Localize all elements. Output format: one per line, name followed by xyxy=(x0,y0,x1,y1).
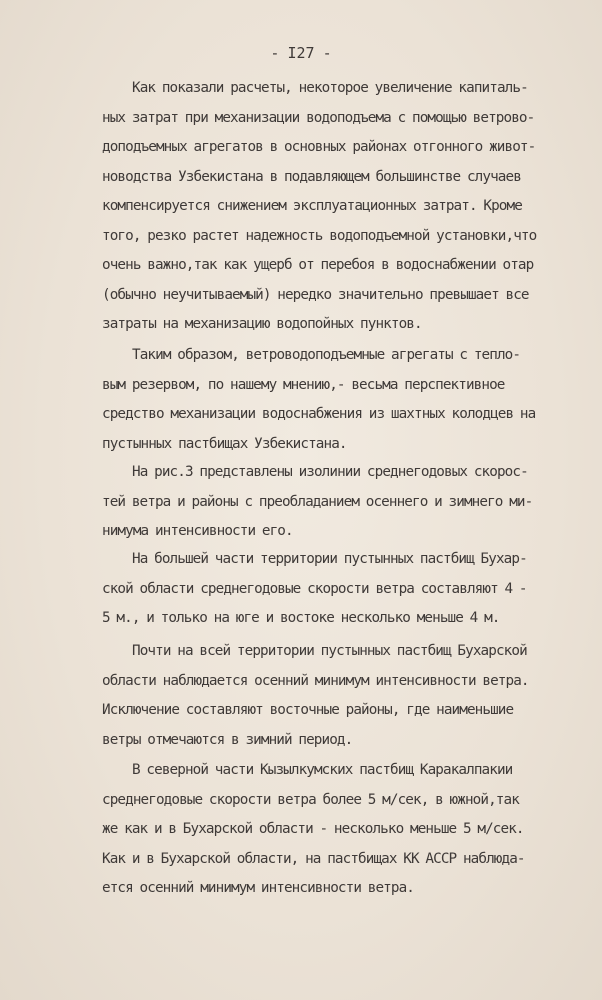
text-line: Исключение составляют восточные районы, где наименьшие xyxy=(102,702,514,718)
text-line: Почти на всей территории пустынных пастбищ Бухарской xyxy=(132,643,527,659)
text-line: На рис.3 представлены изолинии среднегодовых скорос- xyxy=(132,464,528,480)
text-line: нимума интенсивности его. xyxy=(102,523,293,539)
text-line: На большей части территории пустынных пастбищ Бухар- xyxy=(132,551,527,567)
text-line: ветры отмечаются в зимний период. xyxy=(102,731,353,748)
text-line: области наблюдается осенний минимум интенсивности ветра. xyxy=(102,672,529,689)
text-line: новодства Узбекистана в подавляющем большинстве случаев xyxy=(102,168,521,185)
text-line: среднегодовые скорости ветра более 5 м/сек, в южной,так xyxy=(102,791,519,808)
text-line: 5 м., и только на юге и востоке несколько меньше 4 м. xyxy=(102,610,500,626)
text-line: средство механизации водоснабжения из шахтных колодцев на xyxy=(102,406,536,422)
text-line: тей ветра и районы с преобладанием осеннего и зимнего ми- xyxy=(102,493,533,510)
text-line: Таким образом, ветроводоподъемные агрегаты с тепло- xyxy=(132,347,521,363)
page-number: - I27 - xyxy=(270,44,332,62)
text-line: очень важно,так как ущерб от перебоя в водоснабжении отар xyxy=(102,257,534,273)
text-line: В северной части Кызылкумских пастбищ Каракалпакии xyxy=(132,762,513,778)
paragraph-1 xyxy=(102,74,582,340)
text-line: ется осенний минимум интенсивности ветра. xyxy=(102,880,415,896)
text-line: Как показали расчеты, некоторое увеличение капиталь- xyxy=(132,80,528,96)
text-line: же как и в Бухарской области - несколько меньше 5 м/сек. xyxy=(102,821,524,837)
paragraph-6 xyxy=(102,756,582,904)
text-line: вым резервом, по нашему мнению,- весьма перспективное xyxy=(102,376,505,393)
text-line: компенсируется снижением эксплуатационных затрат. Кроме xyxy=(102,198,522,214)
text-line: пустынных пастбищах Узбекистана. xyxy=(102,435,347,452)
text-line: ской области среднегодовые скорости ветра составляют 4 - xyxy=(102,580,527,597)
paragraph-5 xyxy=(102,637,582,755)
paragraph-2 xyxy=(102,341,582,459)
text-line: ных затрат при механизации водоподъема с помощью ветрово- xyxy=(102,109,535,126)
text-line: того, резко растет надежность водоподъемной установки,что xyxy=(102,227,537,244)
text-line: доподъемных агрегатов в основных районах отгонного живот- xyxy=(102,139,536,155)
text-line: (обычно неучитываемый) нередко значительно превышает все xyxy=(102,286,529,303)
text-line: затраты на механизацию водопойных пунктов. xyxy=(102,316,422,332)
text-line: Как и в Бухарской области, на пастбищах КК АССР наблюда- xyxy=(102,850,525,867)
paragraph-4 xyxy=(102,545,582,634)
paragraph-3 xyxy=(102,458,582,547)
